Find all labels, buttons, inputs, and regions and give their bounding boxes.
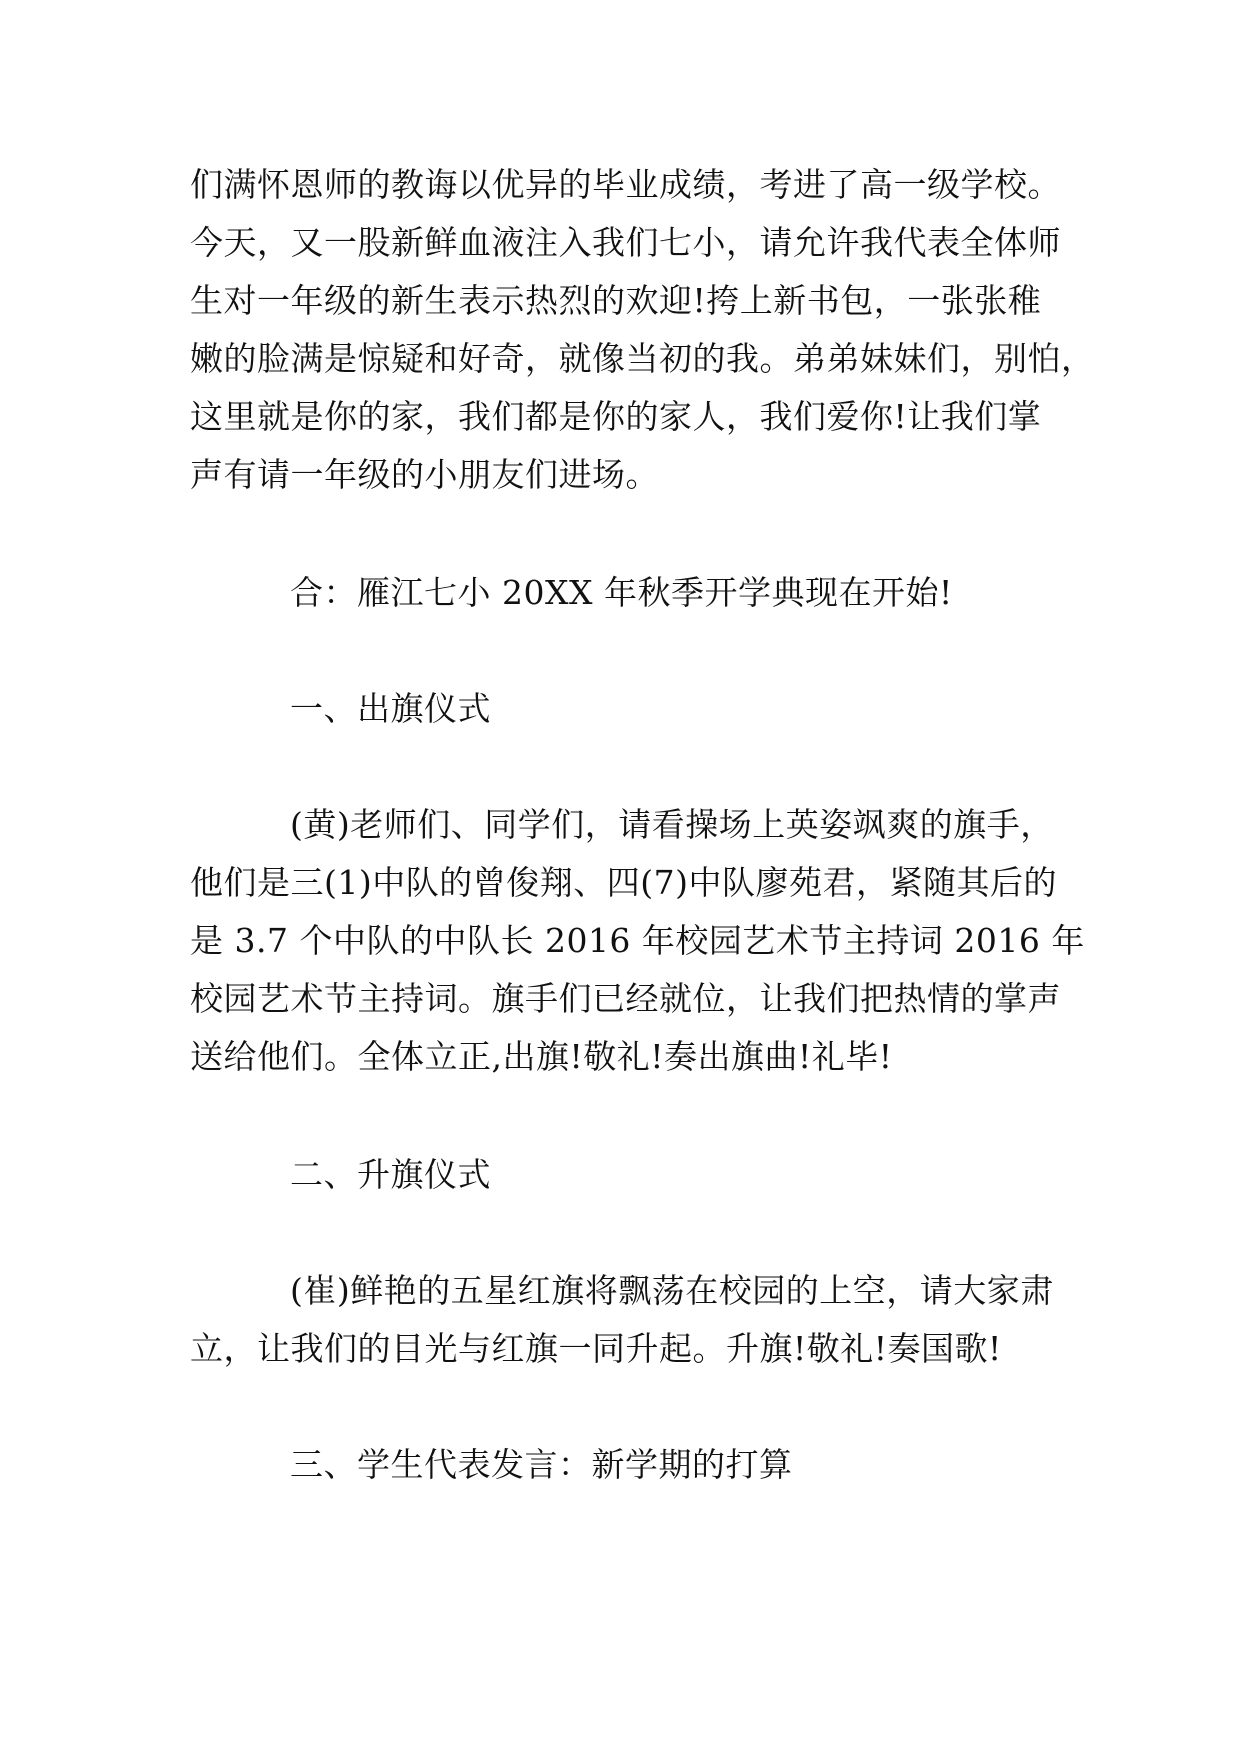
- paragraph-line: 们满怀恩师的教诲以优异的毕业成绩，考进了高一级学校。: [190, 165, 1061, 204]
- section-heading: 二、升旗仪式: [290, 1155, 491, 1194]
- paragraph-line: 这里就是你的家，我们都是你的家人，我们爱你!让我们掌: [190, 397, 1042, 436]
- paragraph-line: 立，让我们的目光与红旗一同升起。升旗!敬礼!奏国歌!: [190, 1329, 1002, 1368]
- paragraph-line: 今天，又一股新鲜血液注入我们七小，请允许我代表全体师: [190, 223, 1061, 262]
- paragraph-line: 生对一年级的新生表示热烈的欢迎!挎上新书包，一张张稚: [190, 281, 1042, 320]
- paragraph-line: 他们是三(1)中队的曾俊翔、四(7)中队廖苑君，紧随其后的: [190, 863, 1057, 902]
- paragraph-line: 嫩的脸满是惊疑和好奇，就像当初的我。弟弟妹妹们，别怕，: [190, 339, 1095, 378]
- paragraph-line: 校园艺术节主持词。旗手们已经就位，让我们把热情的掌声: [190, 979, 1061, 1018]
- paragraph-line: (黄)老师们、同学们，请看操场上英姿飒爽的旗手，: [290, 805, 1054, 844]
- section-heading: 一、出旗仪式: [290, 689, 491, 728]
- paragraph-line: (崔)鲜艳的五星红旗将飘荡在校园的上空，请大家肃: [290, 1271, 1054, 1310]
- paragraph-line: 送给他们。全体立正,出旗!敬礼!奏出旗曲!礼毕!: [190, 1037, 893, 1076]
- announcement-line: 合：雁江七小 20XX 年秋季开学典现在开始!: [290, 573, 953, 612]
- paragraph-line: 是 3.7 个中队的中队长 2016 年校园艺术节主持词 2016 年: [190, 921, 1085, 960]
- section-heading: 三、学生代表发言：新学期的打算: [290, 1445, 793, 1484]
- paragraph-line: 声有请一年级的小朋友们进场。: [190, 455, 659, 494]
